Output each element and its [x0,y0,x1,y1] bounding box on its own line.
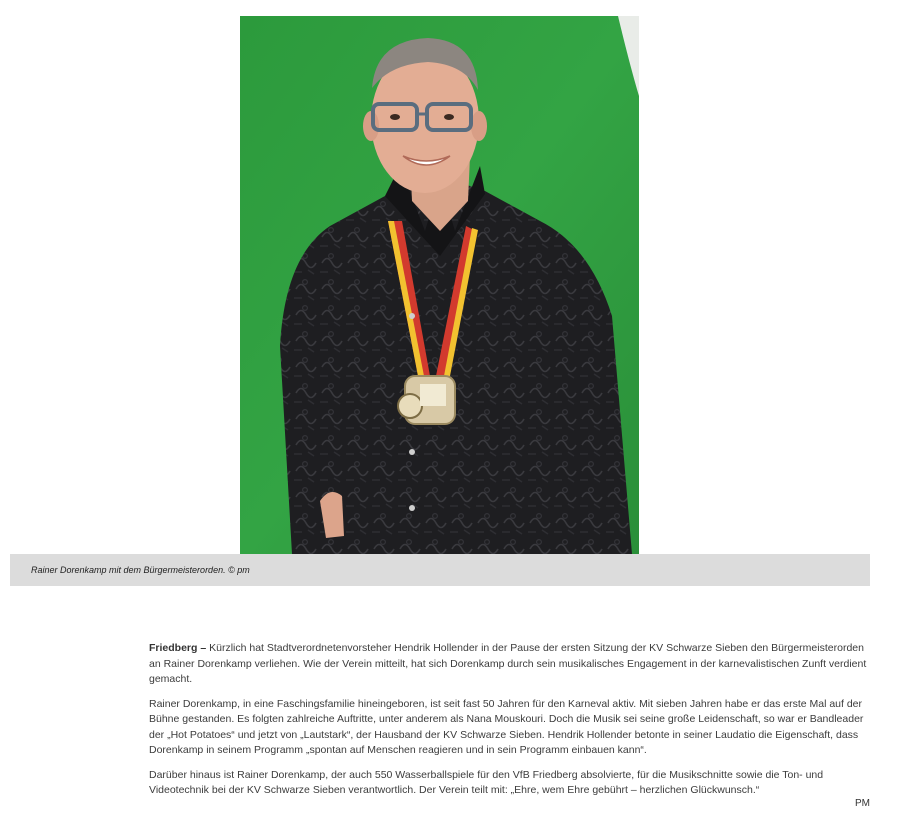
author-credit: PM [855,798,870,809]
lead-paragraph [149,641,871,688]
photo-illustration [240,16,639,554]
paragraph-2: Rainer Dorenkamp, in eine Faschingsfamilie hineingeboren, ist seit fast 50 Jahren für den Karneval aktiv. Mit sieben Jahren habe er das erste Mal auf der Bühne gestanden. Es folgten zahlreiche Auftritte, unter anderem als Nana Mouskouri. Doch die Musik sei seine große Leidenschaft, so war er Bandleader der „Hot Potatoes“ und jetzt von „Lautstark“, der Hausband der KV Schwarze Sieben. Hendrik Hollender betonte in seiner Laudatio die Eigenschaft, dass Dorenkamp in seinem Programm „spontan auf Menschen reagieren und in sein Programm einbauen kann“. [149,697,864,756]
paragraph-3: Darüber hinaus ist Rainer Dorenkamp, der auch 550 Wasserballspiele für den VfB Friedberg absolvierte, für die Musikschnitte sowie die Ton- und Videotechnik bei der KV Schwarze Sieben verantwortlich. Der Verein teilt mit: „Ehre, wem Ehre gebührt – herzlichen Glückwunsch.“ [149,768,824,796]
lead-text: Kürzlich hat Stadtverordnetenvorsteher Hendrik Hollender in der Pause der ersten Sitzung der KV Schwarze Sieben den Bürgermeisterorden an Rainer Dorenkamp verliehen. Wie der Verein mitteilt, hat sich Dorenkamp durch sein musikalisches Engagement in der karnevalistischen Zunft verdient gemacht. [149,642,867,685]
article-body [149,641,871,808]
dateline: Friedberg – [149,642,207,654]
photo-caption: Rainer Dorenkamp mit dem Bürgermeisterorden. © pm [31,565,250,575]
photo-caption-bar [10,554,870,586]
article-photo[interactable] [240,16,639,554]
